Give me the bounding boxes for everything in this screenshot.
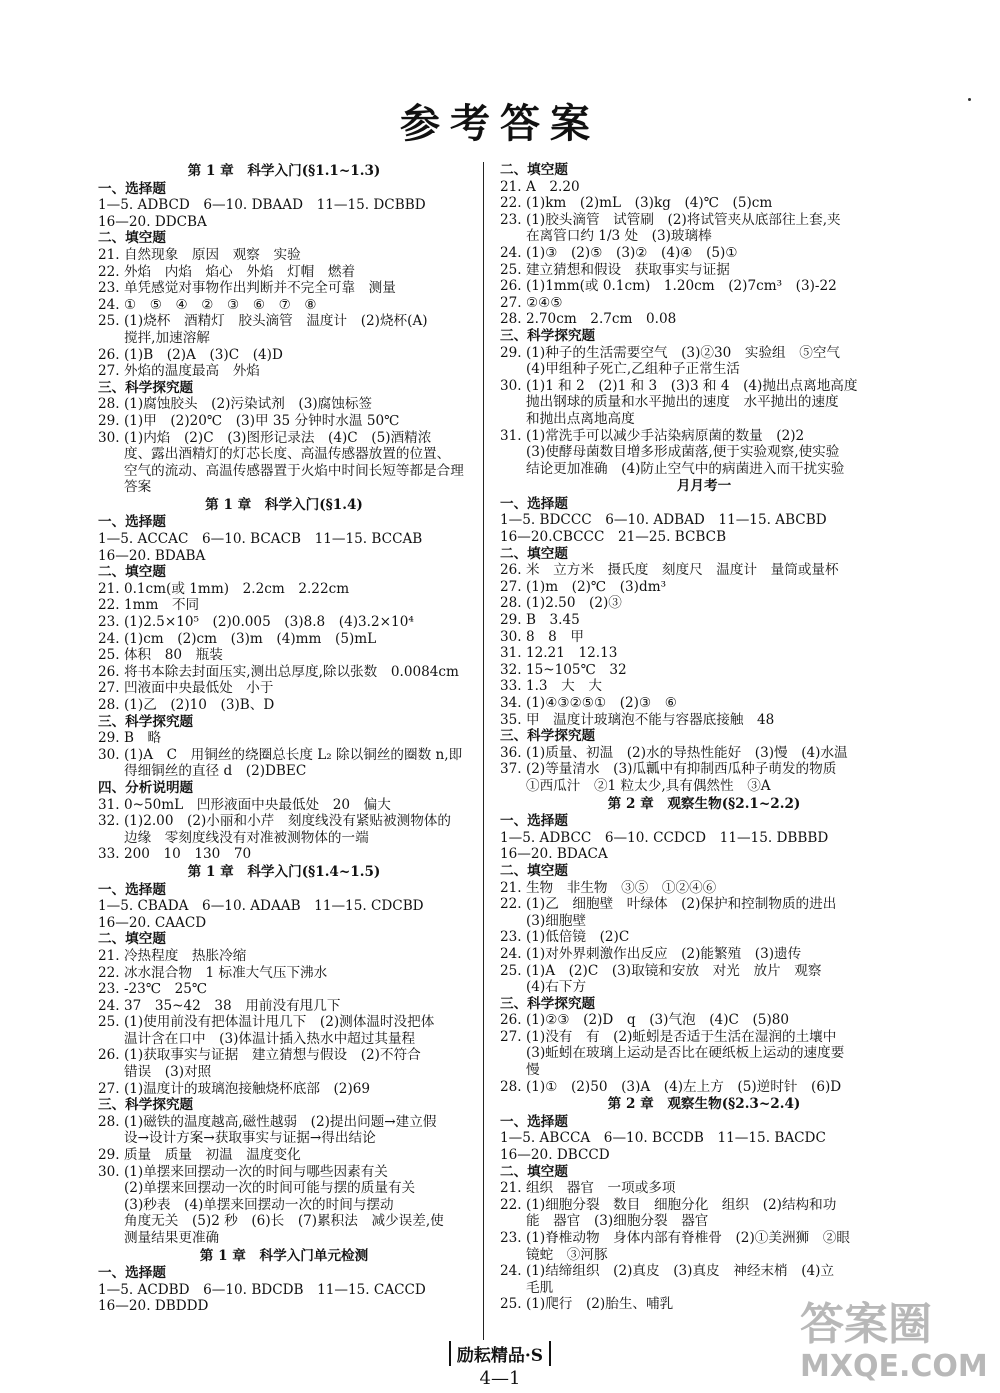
answer-line: 24. (1)结缔组织 (2)真皮 (3)真皮 神经末梢 (4)立: [500, 1263, 835, 1280]
answer-line: 16—20. BDACA: [500, 846, 608, 863]
column-divider: [483, 162, 484, 1340]
answer-line: 24. (1)③ (2)⑤ (3)② (4)④ (5)①: [500, 244, 738, 261]
answer-line-continued: (2)单摆来回摆动一次的时间可能与摆的质量有关: [124, 1180, 416, 1197]
speck-mark: [968, 98, 971, 101]
answer-line: 25. (1)烧杯 酒精灯 胶头滴管 温度计 (2)烧杯(A): [98, 313, 428, 330]
section-heading: 二、填空题: [500, 162, 568, 178]
watermark: [800, 1300, 990, 1390]
answer-line: 26. (1)1mm(或 0.1cm) 1.20cm (2)7cm³ (3)-22: [500, 278, 837, 295]
answer-line: 27. (1)m (2)℃ (3)dm³: [500, 578, 667, 595]
answer-line: 31. (1)常洗手可以减少手沾染病原菌的数量 (2)2: [500, 427, 805, 444]
section-heading: 一、选择题: [98, 881, 166, 898]
section-heading: 三、科学探究题: [98, 379, 194, 396]
answer-line: 22. 外焰 内焰 焰心 外焰 灯帽 燃着: [98, 263, 356, 280]
answer-line: 27. 凹液面中央最低处 小于: [98, 680, 274, 697]
answer-line-continued: 答案: [124, 479, 152, 496]
answer-line: 32. (1)2.00 (2)小丽和小芹 刻度线没有紧贴被测物体的: [98, 813, 451, 830]
answer-line: 1—5. ADBCC 6—10. CCDCD 11—15. DBBBD: [500, 829, 829, 846]
answer-line: 31. 12.21 12.13: [500, 645, 618, 662]
answer-line-continued: 边缘 零刻度线没有对准被测物体的一端: [124, 829, 369, 846]
answer-line-continued: 搅拌,加速溶解: [124, 329, 210, 346]
answer-line: 21. 自然现象 原因 观察 实验: [98, 246, 301, 263]
answer-line: 29. B 3.45: [500, 612, 580, 629]
chapter-heading: 第 1 章 科学入门(§1.4): [205, 496, 363, 513]
answer-line: 25. (1)A (2)C (3)取镜和安放 对光 放片 观察: [500, 962, 822, 979]
answer-line: 29. 质量 质量 初温 温度变化: [98, 1147, 301, 1164]
answer-line: 27. ②④⑤: [500, 294, 563, 311]
answer-line: 1—5. ABCCA 6—10. BCCDB 11—15. BACDC: [500, 1130, 826, 1147]
answer-line: 28. (1)2.50 (2)③: [500, 595, 622, 612]
answer-line: 16—20. BDABA: [98, 547, 206, 564]
answer-line-continued: 结论更加准确 (4)防止空气中的病菌进入而干扰实验: [526, 460, 845, 477]
section-heading: 三、科学探究题: [98, 1097, 194, 1114]
answer-line-continued: 毛肌: [526, 1279, 554, 1296]
chapter-heading: 月月考一: [676, 478, 732, 495]
section-heading: 一、选择题: [500, 1113, 568, 1130]
section-heading: 一、选择题: [500, 813, 568, 830]
answer-line: 16—20.CBCCC 21—25. BCBCB: [500, 529, 727, 546]
answer-line: 25. 体积 80 瓶装: [98, 647, 223, 664]
chapter-heading: 第 2 章 观察生物(§2.3~2.4): [607, 1096, 801, 1113]
answer-line: 16—20. DBDDD: [98, 1298, 209, 1315]
answer-line-continued: (3)细胞壁: [526, 912, 587, 929]
answer-line: 26. (1)②③ (2)D q (3)气泡 (4)C (5)80: [500, 1012, 790, 1029]
section-heading: 一、选择题: [500, 495, 568, 512]
answer-line-continued: (4)甲组种子死亡,乙组种子正常生活: [526, 361, 740, 378]
answer-line: 37. (2)等量清水 (3)瓜瓤中有抑制西瓜种子萌发的物质: [500, 761, 837, 778]
answer-line-continued: (3)秒表 (4)单摆来回摆动一次的时间与摆动: [124, 1196, 394, 1213]
answer-line: 21. 0.1cm(或 1mm) 2.2cm 2.22cm: [98, 580, 350, 597]
answer-line: 30. (1)单摆来回摆动一次的时间与哪些因素有关: [98, 1163, 388, 1180]
answer-line-continued: 设→设计方案→获取事实与证据→得出结论: [124, 1130, 376, 1147]
answer-line: 30. (1)1 和 2 (2)1 和 3 (3)3 和 4 (4)抛出点离地高度: [500, 377, 858, 394]
answer-line: 28. (1)腐蚀胶头 (2)污染试剂 (3)腐蚀标签: [98, 396, 373, 413]
answer-line: 22. 冰水混合物 1 标准大气压下沸水: [98, 964, 328, 981]
answer-line: 33. 1.3 大 大: [500, 678, 602, 695]
answer-line-continued: 镜蛇 ③河豚: [526, 1246, 608, 1263]
answer-line-continued: 抛出钢球的质量和水平抛出的速度 水平抛出的速度: [526, 394, 839, 411]
answer-line-continued: 度、露出酒精灯的灯芯长度、高温传感器放置的位置、: [124, 446, 451, 463]
chapter-heading: 第 2 章 观察生物(§2.1~2.2): [607, 795, 801, 812]
answer-line: 25. (1)爬行 (2)胎生、哺乳: [500, 1296, 674, 1313]
answer-line-continued: 角度无关 (5)2 秒 (6)长 (7)累积法 减少误差,使: [124, 1213, 444, 1230]
answer-line: 22. 1mm 不同: [98, 597, 200, 614]
section-heading: 二、填空题: [500, 545, 568, 562]
answer-line: 23. (1)胶头滴管 试管刷 (2)将试管夹从底部往上套,夹: [500, 211, 841, 228]
answer-line: 21. 组织 器官 一项或多项: [500, 1180, 676, 1197]
answer-line: 30. 8 8 甲: [500, 628, 585, 645]
answer-line: 28. (1)乙 (2)10 (3)B、D: [98, 697, 275, 713]
answer-line: 16—20. DDCBA: [98, 213, 207, 230]
answer-line: 30. (1)A C 用铜丝的绕圈总长度 L₂ 除以铜丝的圈数 n,即: [98, 746, 463, 763]
answer-line: 28. (1)① (2)50 (3)A (4)左上方 (5)逆时针 (6)D: [500, 1078, 842, 1095]
page-title: 参考答案: [400, 100, 600, 147]
answer-line: 27. 外焰的温度最高 外焰: [98, 363, 260, 380]
answer-line: 28. (1)磁铁的温度越高,磁性越弱 (2)提出问题→建立假: [98, 1113, 437, 1130]
section-heading: 二、填空题: [500, 862, 568, 879]
section-heading: 四、分析说明题: [98, 779, 194, 796]
answer-line: 22. (1)细胞分裂 数目 细胞分化 组织 (2)结构和功: [500, 1196, 837, 1213]
answer-line: 29. (1)甲 (2)20℃ (3)甲 35 分钟时水温 50℃: [98, 412, 400, 429]
answer-line-continued: (3)蚯蚓在玻璃上运动是否比在硬纸板上运动的速度要: [526, 1045, 845, 1062]
answer-line-continued: 和抛出点离地高度: [526, 410, 635, 427]
answer-line-continued: 测量结果更准确: [124, 1230, 220, 1246]
page-number: 4—1: [479, 1368, 521, 1389]
answer-line: 26. 米 立方米 摄氏度 刻度尺 温度计 量筒或量杯: [500, 562, 839, 579]
answer-line: 21. 冷热程度 热胀冷缩: [98, 947, 247, 964]
section-heading: 一、选择题: [98, 1265, 166, 1282]
answer-line-continued: 得细铜丝的直径 d (2)DBEC: [124, 763, 307, 780]
answer-line: 23. -23℃ 25℃: [98, 981, 208, 998]
answer-line: 34. (1)④③②⑤① (2)③ ⑥: [500, 695, 677, 711]
section-heading: 三、科学探究题: [500, 728, 596, 745]
answer-line: 1—5. ADBCD 6—10. DBAAD 11—15. DCBBD: [98, 197, 426, 214]
answer-line-continued: (3)使酵母菌数目增多形成菌落,便于实验观察,使实验: [526, 444, 840, 461]
answer-line: 29. (1)种子的生活需要空气 (3)②30 实验组 ⑤空气: [500, 344, 841, 361]
answer-line: 24. (1)对外界刺激作出反应 (2)能繁殖 (3)遗传: [500, 945, 802, 962]
answer-line: 1—5. BDCCC 6—10. ADBAD 11—15. ABCBD: [500, 512, 827, 529]
answer-line: 25. (1)使用前没有把体温计甩几下 (2)测体温时没把体: [98, 1014, 435, 1031]
answer-line-continued: (4)右下方: [526, 979, 587, 996]
answer-line: 33. 200 10 130 70: [98, 846, 252, 863]
answer-line: 32. 15~105℃ 32: [500, 661, 627, 678]
answer-column-right: [500, 162, 908, 1313]
answer-line: 22. (1)km (2)mL (3)kg (4)℃ (5)cm: [500, 195, 773, 212]
answer-line: 24. 37 35~42 38 用前没有甩几下: [98, 997, 341, 1014]
answer-line: 27. (1)温度计的玻璃泡接触烧杯底部 (2)69: [98, 1080, 371, 1097]
section-heading: 二、填空题: [500, 1163, 568, 1180]
answer-line: 26. (1)获取事实与证据 建立猜想与假设 (2)不符合: [98, 1047, 421, 1064]
chapter-heading: 第 1 章 科学入门(§1.1~1.3): [187, 163, 381, 179]
answer-line: 29. B 略: [98, 730, 162, 747]
answer-line: 23. (1)脊椎动物 身体内部有脊椎骨 (2)①美洲狮 ②眼: [500, 1230, 850, 1246]
answer-line-continued: 在离管口约 1/3 处 (3)玻璃棒: [526, 228, 712, 245]
answer-line: 25. 建立猜想和假设 获取事实与证据: [500, 261, 730, 278]
watermark-url: MXQE.COM: [800, 1349, 988, 1384]
answer-line-continued: 温计含在口中 (3)体温计插入热水中超过其量程: [124, 1030, 416, 1047]
answer-line: 23. 单凭感觉对事物作出判断并不完全可靠 测量: [98, 280, 396, 297]
answer-line-continued: 能 器官 (3)细胞分裂 器官: [526, 1213, 709, 1230]
chapter-heading: 第 1 章 科学入门(§1.4~1.5): [187, 863, 381, 880]
answer-line: 16—20. DBCCD: [500, 1147, 610, 1164]
answer-line: 30. (1)内焰 (2)C (3)图形记录法 (4)C (5)酒精浓: [98, 429, 432, 446]
answer-line: 1—5. ACDBD 6—10. BDCDB 11—15. CACCD: [98, 1281, 426, 1298]
chapter-heading: 第 1 章 科学入门单元检测: [199, 1247, 369, 1264]
answer-line: 22. (1)乙 细胞壁 叶绿体 (2)保护和控制物质的进出: [500, 896, 837, 913]
answer-line: 24. (1)cm (2)cm (3)m (4)mm (5)mL: [98, 630, 377, 647]
answer-line: 35. 甲 温度计玻璃泡不能与容器底接触 48: [500, 711, 775, 728]
answer-line: 23. (1)2.5×10⁵ (2)0.005 (3)8.8 (4)3.2×10⁴: [98, 614, 414, 631]
section-heading: 一、选择题: [98, 180, 166, 197]
answer-column-left: [98, 162, 470, 1315]
answer-line-continued: 错误 (3)对照: [124, 1064, 212, 1081]
section-heading: 三、科学探究题: [98, 713, 194, 730]
answer-line: 26. (1)B (2)A (3)C (4)D: [98, 346, 283, 363]
answer-line: 27. (1)没有 有 (2)蚯蚓是否适于生活在湿润的土壤中: [500, 1028, 837, 1045]
watermark-logo: 答案圈: [800, 1299, 932, 1350]
answer-line: 1—5. ACCAC 6—10. BCACB 11—15. BCCAB: [98, 531, 423, 548]
answer-line: 21. A 2.20: [500, 178, 580, 195]
answer-line-continued: 空气的流动、高温传感器置于火焰中时间长短等都是合理: [124, 462, 464, 479]
section-heading: 三、科学探究题: [500, 995, 596, 1012]
answer-line: 31. 0~50mL 凹形液面中央最低处 20 偏大: [98, 796, 391, 813]
footer-brand: 励耘精品·S: [449, 1341, 551, 1366]
answer-line-continued: ①西瓜汁 ②1 粒太少,具有偶然性 ③A: [526, 777, 771, 794]
answer-line: 36. (1)质量、初温 (2)水的导热性能好 (3)慢 (4)水温: [500, 744, 848, 761]
answer-line: 26. 将书本除去封面压实,测出总厚度,除以张数 0.0084cm: [98, 663, 459, 680]
section-heading: 二、填空题: [98, 564, 166, 581]
section-heading: 一、选择题: [98, 514, 166, 531]
answer-line: 23. (1)低倍镜 (2)C: [500, 929, 630, 946]
answer-line: 1—5. CBADA 6—10. ADAAB 11—15. CDCBD: [98, 898, 424, 915]
section-heading: 三、科学探究题: [500, 327, 596, 344]
answer-line: 28. 2.70cm 2.7cm 0.08: [500, 311, 677, 328]
section-heading: 二、填空题: [98, 230, 166, 247]
answer-line: 24. ① ⑤ ④ ② ③ ⑥ ⑦ ⑧: [98, 296, 317, 313]
answer-line-continued: 慢: [526, 1062, 540, 1079]
answer-line: 16—20. CAACD: [98, 914, 207, 931]
answer-line: 21. 生物 非生物 ③⑤ ①②④⑥: [500, 879, 717, 896]
section-heading: 二、填空题: [98, 931, 166, 948]
